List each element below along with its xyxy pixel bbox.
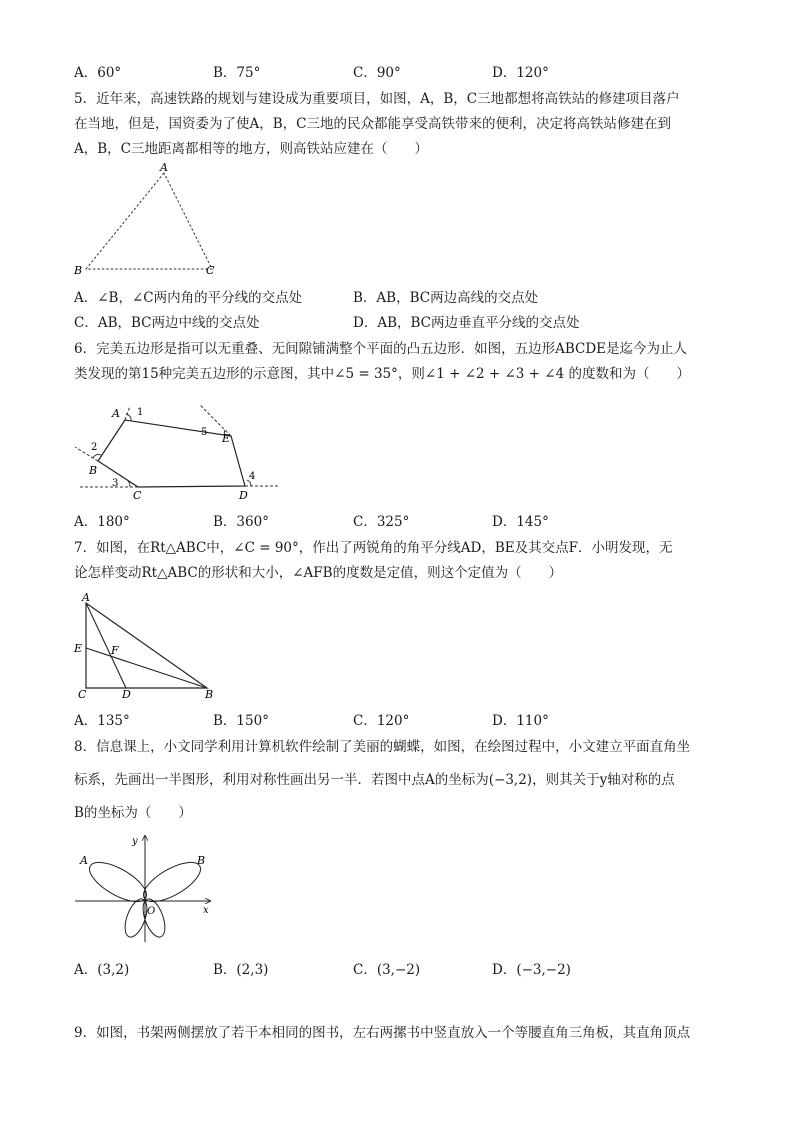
q8-option-c: C．(3,−2) (353, 962, 421, 978)
q5-label-c: C (206, 264, 215, 277)
q7-label-e: E (74, 642, 83, 655)
q7-option-a: A．135° (74, 713, 130, 729)
q6-stem-line-2: 类发现的第15种完美五边形的示意图，其中∠5 = 35°，则∠1 + ∠2 + ∠3 + ∠4 的度数和为（ ） (74, 366, 690, 382)
q6-stem-line-1: 6．完美五边形是指可以无重叠、无间隙铺满整个平面的凸五边形．如图，五边形ABCDE是迄今为止人 (74, 341, 688, 357)
q7-option-d: D．110° (492, 713, 549, 729)
q6-label-d: D (239, 489, 248, 502)
q8-option-b: B．(2,3) (213, 962, 269, 978)
q8-label-o: O (147, 906, 156, 917)
q5-triangle-figure (70, 160, 230, 280)
q8-stem-line-1: 8．信息课上，小文同学利用计算机软件绘制了美丽的蝴蝶，如图，在绘图过程中，小文建立平面直角坐 (74, 739, 691, 755)
q6-pentagon (98, 420, 245, 487)
q6-label-1: 1 (137, 407, 144, 418)
q7-option-c: C．120° (353, 713, 410, 729)
q6-pentagon-figure (70, 395, 285, 505)
q8-label-x: x (203, 905, 209, 916)
q6-label-3: 3 (112, 478, 119, 489)
q7-bisector-be (86, 648, 207, 688)
q7-label-b: B (205, 688, 214, 701)
q7-label-d: D (122, 688, 131, 701)
q8-option-a: A．(3,2) (74, 962, 130, 978)
q8-left-lower-wing (121, 896, 152, 940)
q8-label-a: A (80, 854, 88, 867)
q7-bisector-ad (86, 603, 126, 688)
q6-label-4: 4 (249, 471, 256, 482)
q6-option-a: A．180° (74, 514, 130, 530)
q5-stem-line-1: 5．近年来，高速铁路的规划与建设成为重要项目，如图，A，B，C三地都想将高铁站的修建项目落户 (74, 91, 680, 107)
q5-stem-line-2: 在当地，但是，国资委为了使A，B，C三地的民众都能享受高铁带来的便利，决定将高铁站修建在到 (74, 116, 671, 132)
q6-label-c: C (133, 489, 142, 502)
q5-option-c: C．AB，BC两边中线的交点处 (74, 315, 260, 331)
q7-option-b: B．150° (213, 713, 269, 729)
q4-option-a: A．60° (74, 65, 122, 81)
q7-stem-line-2: 论怎样变动Rt△ABC的形状和大小，∠AFB的度数是定值，则这个定值为（ ） (74, 565, 563, 581)
q7-label-a: A (82, 591, 90, 604)
q4-option-c: C．90° (353, 65, 401, 81)
q4-option-d: D．120° (492, 65, 549, 81)
q7-stem-line-1: 7．如图，在Rt△ABC中，∠C = 90°，作出了两锐角的角平分线AD，BE及其交点F．小明发现，无 (74, 540, 673, 556)
q9-stem-line-1: 9．如图，书架两侧摆放了若干本相同的图书，左右两摞书中竖直放入一个等腰直角三角板，其直角顶点 (74, 1025, 691, 1041)
q7-triangle (86, 603, 207, 688)
q8-stem-line-2: 标系，先画出一半图形，利用对称性画出另一半．若图中点A的坐标为(−3,2)，则其关于y轴对称的点 (74, 772, 675, 788)
q8-option-d: D．(−3,−2) (492, 962, 571, 978)
q6-label-a: A (112, 407, 120, 420)
q6-label-e: E (222, 432, 231, 445)
q7-label-f: F (111, 644, 119, 657)
q6-label-b: B (89, 464, 98, 477)
q6-option-b: B．360° (213, 514, 269, 530)
q5-stem-line-3: A，B，C三地距离都相等的地方，则高铁站应建在（ ） (74, 141, 428, 157)
q5-triangle (86, 173, 212, 269)
q5-option-a: A．∠B，∠C两内角的平分线的交点处 (74, 290, 303, 306)
q8-right-lower-wing (139, 896, 170, 940)
q8-stem-line-3: B的坐标为（ ） (74, 805, 192, 821)
q7-right-triangle-figure (70, 590, 230, 705)
q6-label-5: 5 (201, 427, 208, 438)
q6-label-2: 2 (91, 442, 98, 453)
q4-option-b: B．75° (213, 65, 261, 81)
q5-option-d: D．AB，BC两边垂直平分线的交点处 (353, 315, 580, 331)
q6-option-d: D．145° (492, 514, 549, 530)
q8-label-y: y (132, 836, 138, 847)
q6-option-c: C．325° (353, 514, 410, 530)
q8-label-b: B (197, 854, 206, 867)
q7-label-c: C (78, 688, 87, 701)
q6-ext-a (125, 406, 130, 420)
q8-butterfly-figure (70, 830, 220, 945)
q5-label-a: A (160, 161, 168, 174)
q5-option-b: B．AB，BC两边高线的交点处 (353, 290, 539, 306)
q5-label-b: B (74, 264, 83, 277)
